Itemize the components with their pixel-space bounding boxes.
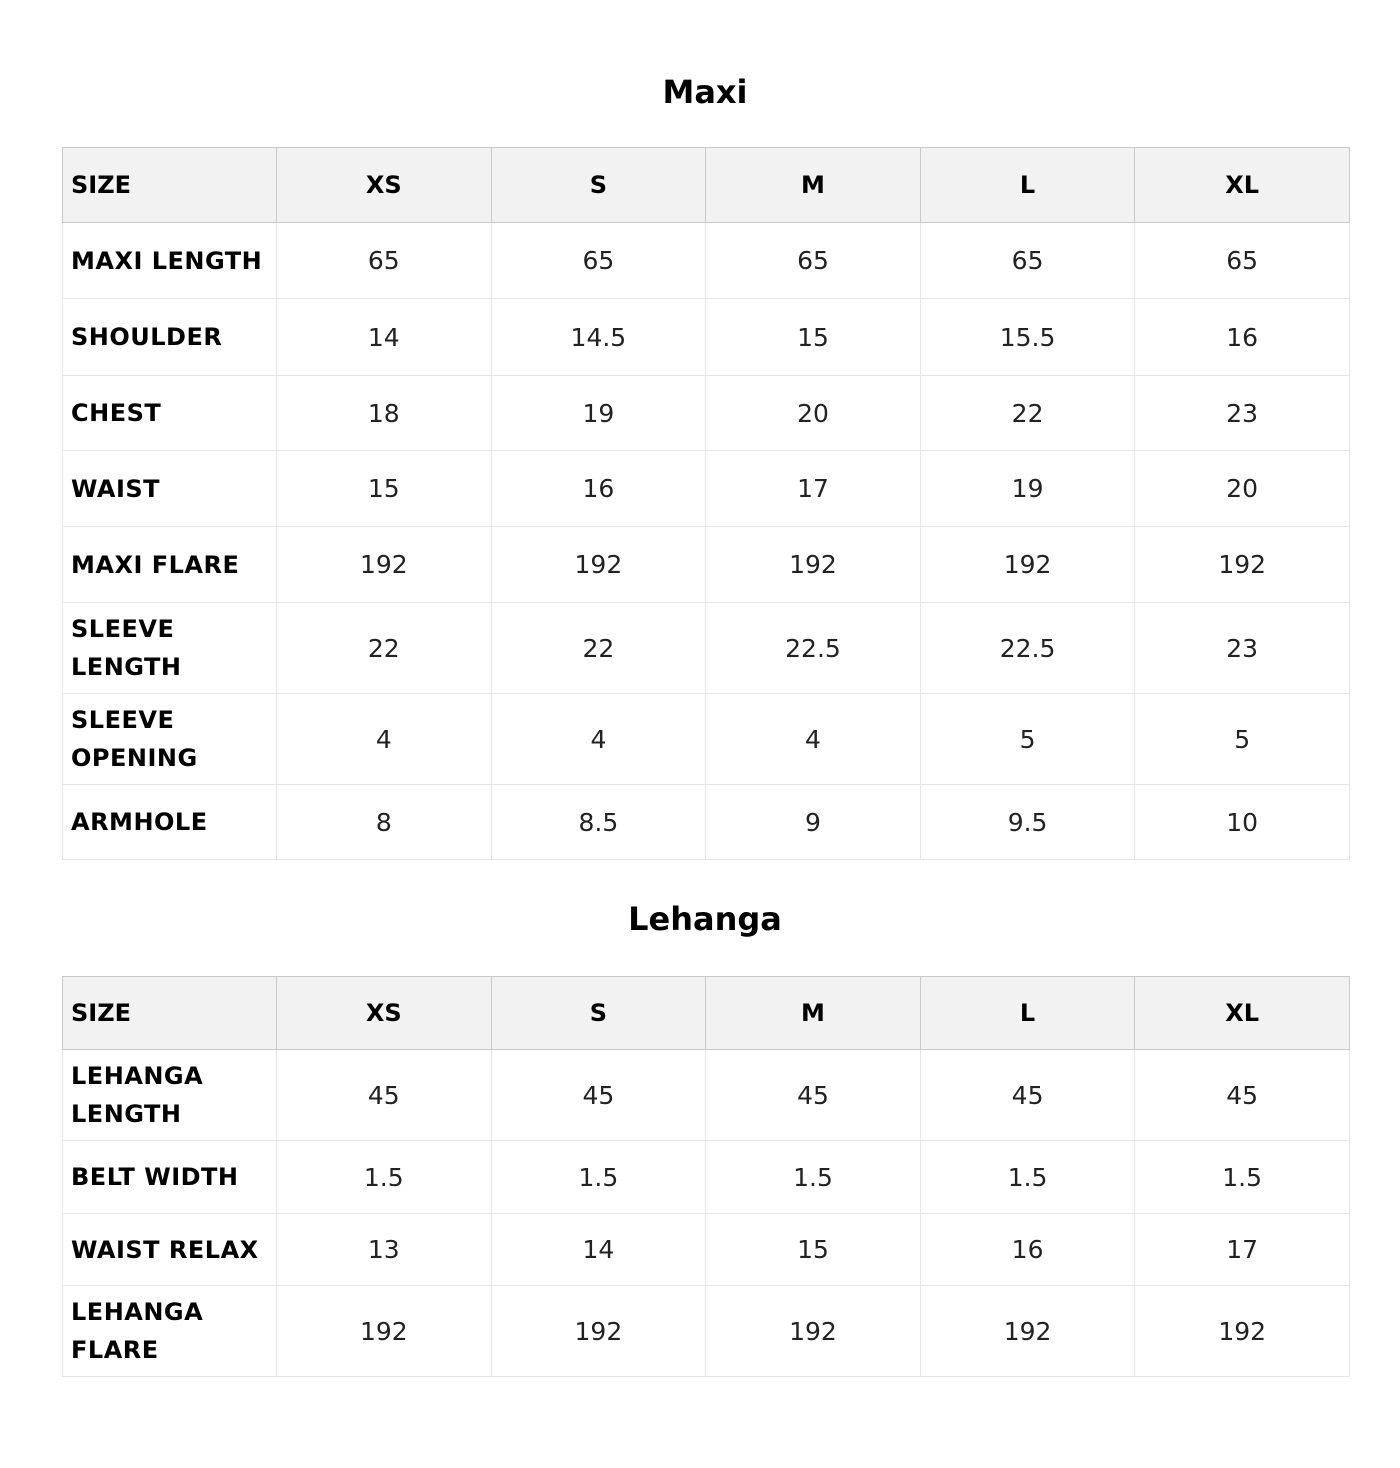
lehanga-size-table [62, 976, 1350, 1377]
table-row [63, 1141, 1350, 1214]
table-header-row [63, 148, 1350, 223]
table-cell: 4 [706, 694, 921, 785]
table-row [63, 603, 1350, 694]
table-cell: 192 [491, 1286, 706, 1377]
table-cell: 9 [706, 785, 921, 860]
row-label: LEHANGA LENGTH [63, 1050, 277, 1141]
maxi-size-table [62, 147, 1350, 860]
table-cell: 192 [491, 527, 706, 603]
table-cell: 22.5 [706, 603, 921, 694]
table-row [63, 1050, 1350, 1141]
table-cell: 9.5 [920, 785, 1135, 860]
table-row [63, 694, 1350, 785]
table-cell: 192 [706, 1286, 921, 1377]
table-cell: 192 [277, 527, 492, 603]
table-cell: 1.5 [491, 1141, 706, 1214]
table-cell: 20 [706, 376, 921, 451]
table-cell: 15 [277, 451, 492, 527]
table-cell: 1.5 [1135, 1141, 1350, 1214]
column-header: XS [277, 148, 492, 223]
table-cell: 22.5 [920, 603, 1135, 694]
table-cell: 45 [706, 1050, 921, 1141]
column-header: L [920, 977, 1135, 1050]
row-label: SLEEVE LENGTH [63, 603, 277, 694]
table-cell: 65 [277, 223, 492, 299]
column-header: SIZE [63, 148, 277, 223]
row-label: SHOULDER [63, 299, 277, 376]
table-cell: 23 [1135, 376, 1350, 451]
table-cell: 192 [920, 1286, 1135, 1377]
row-label: SLEEVE OPENING [63, 694, 277, 785]
table-row [63, 376, 1350, 451]
table-cell: 15 [706, 1214, 921, 1286]
table-cell: 17 [706, 451, 921, 527]
column-header: XS [277, 977, 492, 1050]
table-row [63, 1286, 1350, 1377]
table-cell: 5 [920, 694, 1135, 785]
row-label: MAXI LENGTH [63, 223, 277, 299]
table-cell: 1.5 [706, 1141, 921, 1214]
table-cell: 19 [491, 376, 706, 451]
table-cell: 22 [491, 603, 706, 694]
table-cell: 20 [1135, 451, 1350, 527]
lehanga-title: Lehanga [628, 900, 782, 938]
row-label: ARMHOLE [63, 785, 277, 860]
column-header: M [706, 977, 921, 1050]
row-label: WAIST [63, 451, 277, 527]
table-cell: 10 [1135, 785, 1350, 860]
table-cell: 192 [277, 1286, 492, 1377]
table-cell: 17 [1135, 1214, 1350, 1286]
table-cell: 4 [277, 694, 492, 785]
table-cell: 8.5 [491, 785, 706, 860]
table-cell: 13 [277, 1214, 492, 1286]
table-cell: 5 [1135, 694, 1350, 785]
row-label: CHEST [63, 376, 277, 451]
table-cell: 192 [706, 527, 921, 603]
table-cell: 65 [706, 223, 921, 299]
table-cell: 45 [491, 1050, 706, 1141]
table-row [63, 1214, 1350, 1286]
table-cell: 45 [1135, 1050, 1350, 1141]
table-cell: 15 [706, 299, 921, 376]
table-cell: 4 [491, 694, 706, 785]
column-header: L [920, 148, 1135, 223]
table-cell: 65 [920, 223, 1135, 299]
table-row [63, 299, 1350, 376]
column-header: XL [1135, 148, 1350, 223]
table-cell: 22 [277, 603, 492, 694]
table-cell: 65 [1135, 223, 1350, 299]
table-header-row [63, 977, 1350, 1050]
table-cell: 1.5 [277, 1141, 492, 1214]
table-cell: 192 [920, 527, 1135, 603]
table-cell: 16 [1135, 299, 1350, 376]
row-label: MAXI FLARE [63, 527, 277, 603]
table-cell: 15.5 [920, 299, 1135, 376]
maxi-title: Maxi [662, 73, 748, 111]
table-row [63, 785, 1350, 860]
table-cell: 22 [920, 376, 1135, 451]
column-header: M [706, 148, 921, 223]
column-header: XL [1135, 977, 1350, 1050]
table-cell: 19 [920, 451, 1135, 527]
table-cell: 18 [277, 376, 492, 451]
table-cell: 23 [1135, 603, 1350, 694]
table-cell: 16 [491, 451, 706, 527]
table-cell: 14 [277, 299, 492, 376]
table-cell: 14 [491, 1214, 706, 1286]
table-cell: 45 [920, 1050, 1135, 1141]
row-label: WAIST RELAX [63, 1214, 277, 1286]
table-cell: 45 [277, 1050, 492, 1141]
table-cell: 14.5 [491, 299, 706, 376]
table-row [63, 223, 1350, 299]
column-header: S [491, 148, 706, 223]
column-header: S [491, 977, 706, 1050]
table-cell: 192 [1135, 1286, 1350, 1377]
row-label: BELT WIDTH [63, 1141, 277, 1214]
table-cell: 65 [491, 223, 706, 299]
table-cell: 192 [1135, 527, 1350, 603]
column-header: SIZE [63, 977, 277, 1050]
table-cell: 8 [277, 785, 492, 860]
table-cell: 1.5 [920, 1141, 1135, 1214]
table-cell: 16 [920, 1214, 1135, 1286]
row-label: LEHANGA FLARE [63, 1286, 277, 1377]
table-row [63, 527, 1350, 603]
table-row [63, 451, 1350, 527]
